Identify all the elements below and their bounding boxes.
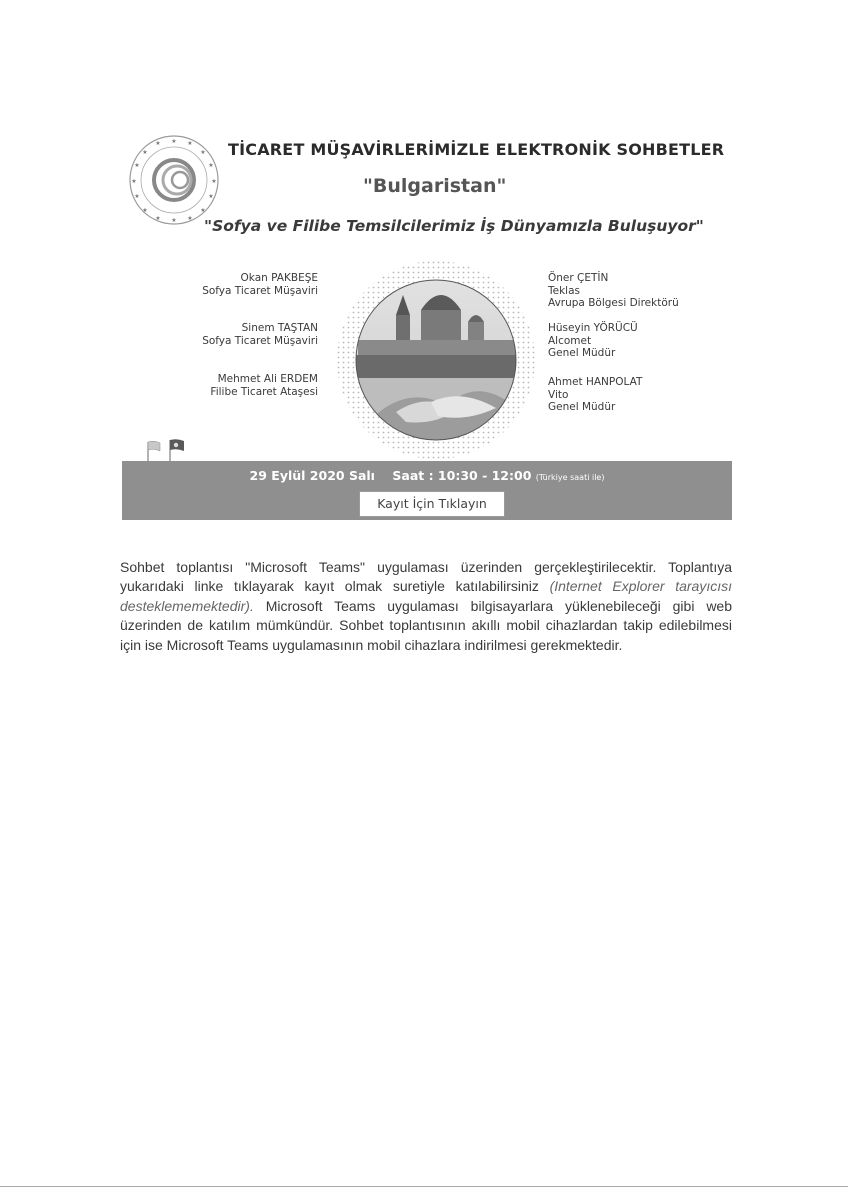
event-time: Saat : 10:30 - 12:00 xyxy=(392,468,532,483)
speaker-role: Avrupa Bölgesi Direktörü xyxy=(548,297,679,309)
speaker-role: Sofya Ticaret Müşaviri xyxy=(202,284,318,297)
svg-text:★: ★ xyxy=(155,215,161,222)
speaker-company: Alcomet xyxy=(548,334,592,347)
svg-text:★: ★ xyxy=(200,149,206,156)
ministry-seal-icon xyxy=(128,134,220,226)
speaker-name: Mehmet Ali ERDEM xyxy=(217,373,318,385)
speaker-company: Vito xyxy=(548,388,569,401)
speaker-left-2 xyxy=(148,322,318,347)
body-text-2: Microsoft Teams uygulaması bilgisayarlara yüklenebileceği gibi web üzerinden de katılım mümkündür. Sohbet toplantısının akıllı mobil cihazlardan takip edilebilmesi için ise Microsoft Teams uygulamasının mobil cihazlara indirilmesi gerekmektedir. xyxy=(120,597,732,653)
speaker-name: Ahmet HANPOLAT xyxy=(548,376,643,388)
speaker-right-1 xyxy=(548,272,738,310)
svg-text:★: ★ xyxy=(134,193,140,200)
svg-text:★: ★ xyxy=(142,207,148,214)
speaker-role: Genel Müdür xyxy=(548,347,616,359)
speaker-name: Okan PAKBEŞE xyxy=(240,272,318,284)
svg-text:★: ★ xyxy=(208,193,214,200)
speaker-role: Sofya Ticaret Müşaviri xyxy=(202,334,318,347)
svg-text:★: ★ xyxy=(187,140,193,147)
svg-text:★: ★ xyxy=(171,138,177,145)
country-heading: "Bulgaristan" xyxy=(363,175,507,197)
speaker-name: Hüseyin YÖRÜCÜ xyxy=(548,322,638,334)
event-date: 29 Eylül 2020 Salı xyxy=(249,468,375,483)
event-time-note: (Türkiye saati ile) xyxy=(535,473,605,482)
body-text-1: Sohbet toplantısı "Microsoft Teams" uygulaması üzerinden gerçekleştirilecektir. Toplantıya yukarıdaki linke tıklayarak kayıt olmak suretiyle katılabilirsiniz xyxy=(120,559,732,595)
svg-text:★: ★ xyxy=(134,162,140,169)
speaker-name: Sinem TAŞTAN xyxy=(241,322,318,334)
svg-text:★: ★ xyxy=(187,215,193,222)
speaker-role: Filibe Ticaret Ataşesi xyxy=(210,385,318,398)
svg-text:★: ★ xyxy=(171,217,177,224)
svg-text:★: ★ xyxy=(131,178,137,185)
body-paragraph xyxy=(120,558,732,655)
speaker-right-2 xyxy=(548,322,738,360)
speaker-name: Öner ÇETİN xyxy=(548,272,609,284)
svg-text:★: ★ xyxy=(155,140,161,147)
event-subtitle: "Sofya ve Filibe Temsilcilerimiz İş Dünyamızla Buluşuyor" xyxy=(204,217,704,235)
svg-text:★: ★ xyxy=(200,207,206,214)
speaker-role: Genel Müdür xyxy=(548,401,616,413)
svg-text:★: ★ xyxy=(208,162,214,169)
handshake-city-image xyxy=(336,260,536,460)
svg-text:★: ★ xyxy=(211,178,217,185)
event-datetime xyxy=(122,468,732,483)
register-button[interactable]: Kayıt İçin Tıklayın xyxy=(359,491,505,517)
speaker-left-3 xyxy=(148,373,318,398)
speaker-company: Teklas xyxy=(548,284,580,297)
speaker-right-3 xyxy=(548,376,738,414)
browser-note: (Internet Explorer tarayıcısı desteklememektedir). xyxy=(120,578,733,614)
page-title: TİCARET MÜŞAVİRLERİMİZLE ELEKTRONİK SOHBETLER xyxy=(228,140,725,159)
page-edge-divider xyxy=(0,1186,848,1187)
speaker-left-1 xyxy=(148,272,318,297)
svg-text:★: ★ xyxy=(142,149,148,156)
